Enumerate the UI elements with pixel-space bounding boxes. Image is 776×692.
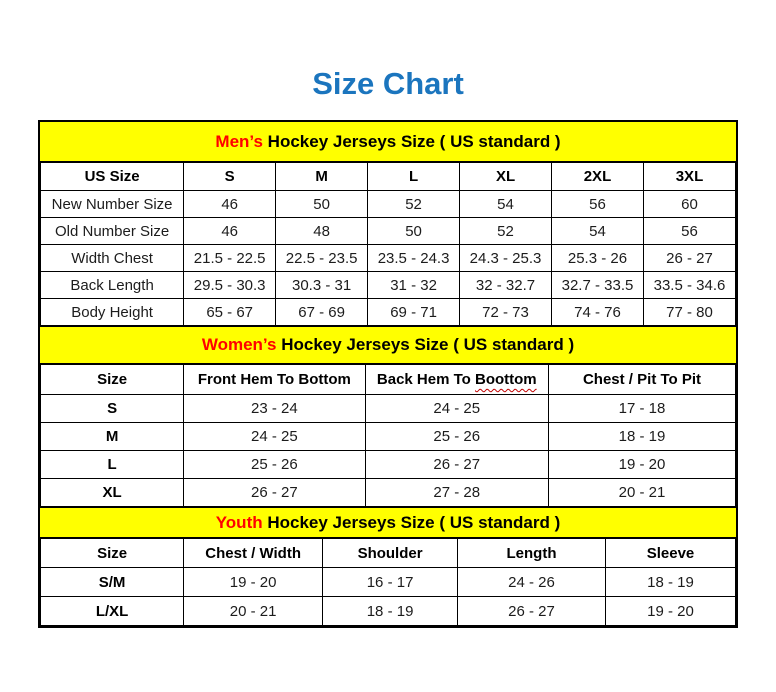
- mens-value-cell: 26 - 27: [643, 245, 735, 272]
- mens-value-cell: 72 - 73: [460, 299, 552, 326]
- womens-size-table: [40, 326, 736, 507]
- banner-text: Hockey Jerseys Size ( US standard ): [276, 335, 575, 354]
- mens-col-header: XL: [460, 163, 552, 191]
- youth-header-row: [41, 539, 736, 568]
- mens-row-label: Body Height: [41, 299, 184, 326]
- banner-highlight: Women’s: [201, 335, 277, 354]
- mens-value-cell: 52: [460, 218, 552, 245]
- mens-value-cell: 32 - 32.7: [460, 272, 552, 299]
- womens-row-label: M: [41, 423, 184, 451]
- womens-value-cell: 20 - 21: [549, 479, 736, 507]
- mens-data-row: [41, 191, 736, 218]
- youth-row-label: L/XL: [41, 597, 184, 626]
- mens-value-cell: 32.7 - 33.5: [552, 272, 644, 299]
- mens-value-cell: 77 - 80: [643, 299, 735, 326]
- youth-data-row: [41, 597, 736, 626]
- youth-col-header: Chest / Width: [184, 539, 323, 568]
- womens-grid: [40, 364, 736, 507]
- womens-row-label: XL: [41, 479, 184, 507]
- youth-col-header: Length: [457, 539, 605, 568]
- youth-banner: [40, 508, 736, 538]
- mens-value-cell: 21.5 - 22.5: [184, 245, 276, 272]
- youth-grid: [40, 538, 736, 626]
- youth-value-cell: 16 - 17: [323, 568, 458, 597]
- mens-value-cell: 30.3 - 31: [276, 272, 368, 299]
- womens-header-row: [41, 365, 736, 395]
- womens-value-cell: 24 - 25: [184, 423, 365, 451]
- mens-value-cell: 46: [184, 218, 276, 245]
- mens-size-table: [40, 122, 736, 326]
- mens-value-cell: 65 - 67: [184, 299, 276, 326]
- mens-banner: [40, 122, 736, 162]
- mens-value-cell: 60: [643, 191, 735, 218]
- mens-value-cell: 22.5 - 23.5: [276, 245, 368, 272]
- womens-value-cell: 26 - 27: [365, 451, 548, 479]
- mens-value-cell: 23.5 - 24.3: [368, 245, 460, 272]
- mens-value-cell: 56: [552, 191, 644, 218]
- col-header-text: Back Hem To: [376, 371, 475, 388]
- mens-row-label: Back Length: [41, 272, 184, 299]
- youth-col-header: Shoulder: [323, 539, 458, 568]
- youth-row-label: S/M: [41, 568, 184, 597]
- youth-value-cell: 20 - 21: [184, 597, 323, 626]
- mens-value-cell: 50: [276, 191, 368, 218]
- mens-value-cell: 50: [368, 218, 460, 245]
- mens-value-cell: 56: [643, 218, 735, 245]
- mens-col-header: US Size: [41, 163, 184, 191]
- mens-value-cell: 48: [276, 218, 368, 245]
- mens-data-row: [41, 218, 736, 245]
- mens-value-cell: 69 - 71: [368, 299, 460, 326]
- mens-data-row: [41, 245, 736, 272]
- womens-value-cell: 23 - 24: [184, 395, 365, 423]
- banner-text: Hockey Jerseys Size ( US standard ): [262, 131, 561, 151]
- mens-data-row: [41, 272, 736, 299]
- size-chart-tables: [38, 120, 738, 628]
- mens-value-cell: 54: [460, 191, 552, 218]
- mens-value-cell: 24.3 - 25.3: [460, 245, 552, 272]
- womens-value-cell: 24 - 25: [365, 395, 548, 423]
- womens-value-cell: 25 - 26: [365, 423, 548, 451]
- mens-col-header: L: [368, 163, 460, 191]
- youth-value-cell: 26 - 27: [457, 597, 605, 626]
- womens-col-header: Chest / Pit To Pit: [549, 365, 736, 395]
- banner-highlight: Youth: [215, 512, 263, 532]
- womens-row-label: S: [41, 395, 184, 423]
- mens-row-label: Width Chest: [41, 245, 184, 272]
- mens-value-cell: 25.3 - 26: [552, 245, 644, 272]
- banner-text: Hockey Jerseys Size ( US standard ): [262, 512, 561, 532]
- youth-value-cell: 24 - 26: [457, 568, 605, 597]
- womens-data-row: [41, 451, 736, 479]
- womens-col-header: [365, 365, 548, 395]
- womens-value-cell: 19 - 20: [549, 451, 736, 479]
- youth-value-cell: 18 - 19: [606, 568, 736, 597]
- womens-row-label: L: [41, 451, 184, 479]
- womens-banner: [40, 327, 736, 364]
- mens-value-cell: 74 - 76: [552, 299, 644, 326]
- womens-value-cell: 25 - 26: [184, 451, 365, 479]
- womens-value-cell: 17 - 18: [549, 395, 736, 423]
- mens-value-cell: 67 - 69: [276, 299, 368, 326]
- mens-row-label: Old Number Size: [41, 218, 184, 245]
- youth-value-cell: 19 - 20: [606, 597, 736, 626]
- mens-value-cell: 33.5 - 34.6: [643, 272, 735, 299]
- womens-value-cell: 26 - 27: [184, 479, 365, 507]
- mens-col-header: M: [276, 163, 368, 191]
- youth-size-table: [40, 507, 736, 626]
- womens-data-row: [41, 395, 736, 423]
- mens-header-row: [41, 163, 736, 191]
- youth-value-cell: 19 - 20: [184, 568, 323, 597]
- womens-value-cell: 18 - 19: [549, 423, 736, 451]
- youth-value-cell: 18 - 19: [323, 597, 458, 626]
- womens-col-header: Size: [41, 365, 184, 395]
- womens-data-row: [41, 479, 736, 507]
- mens-grid: [40, 162, 736, 326]
- mens-row-label: New Number Size: [41, 191, 184, 218]
- mens-col-header: 2XL: [552, 163, 644, 191]
- womens-col-header: Front Hem To Bottom: [184, 365, 365, 395]
- mens-col-header: 3XL: [643, 163, 735, 191]
- mens-value-cell: 54: [552, 218, 644, 245]
- womens-data-row: [41, 423, 736, 451]
- misspelled-word: Boottom: [475, 371, 537, 388]
- womens-value-cell: 27 - 28: [365, 479, 548, 507]
- youth-col-header: Size: [41, 539, 184, 568]
- mens-data-row: [41, 299, 736, 326]
- mens-value-cell: 31 - 32: [368, 272, 460, 299]
- youth-col-header: Sleeve: [606, 539, 736, 568]
- mens-col-header: S: [184, 163, 276, 191]
- mens-value-cell: 29.5 - 30.3: [184, 272, 276, 299]
- youth-data-row: [41, 568, 736, 597]
- banner-highlight: Men’s: [215, 131, 263, 151]
- mens-value-cell: 52: [368, 191, 460, 218]
- mens-value-cell: 46: [184, 191, 276, 218]
- page-title: Size Chart: [312, 66, 464, 101]
